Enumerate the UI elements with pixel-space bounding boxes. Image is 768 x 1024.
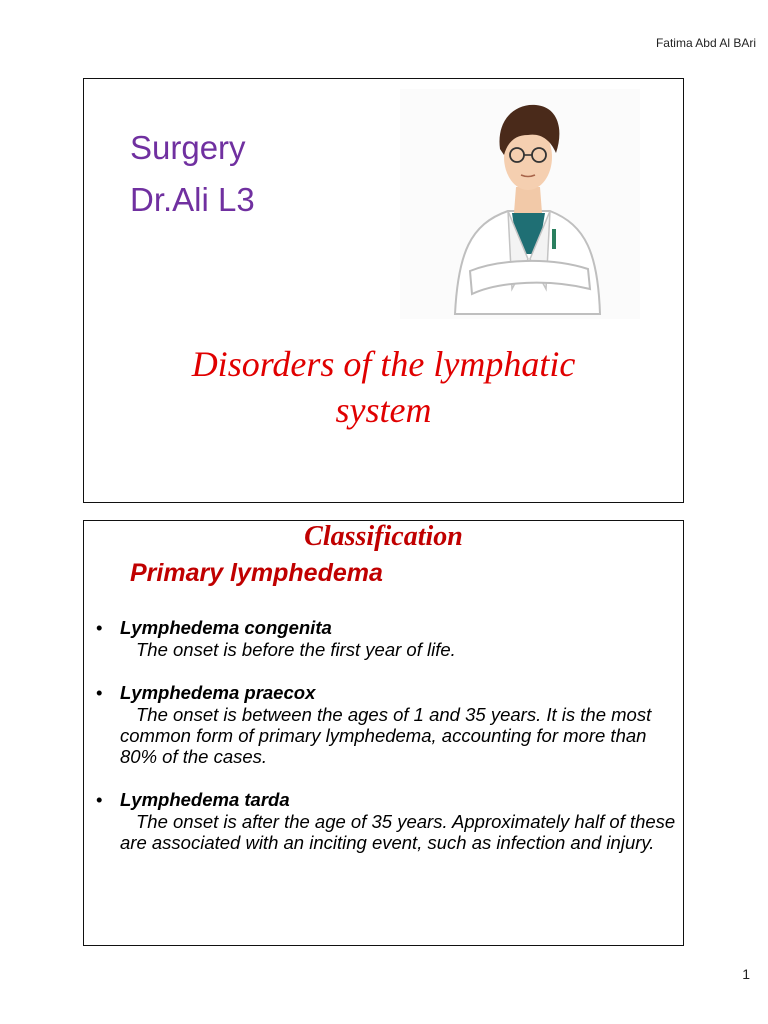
bullet-icon: • [96, 682, 103, 703]
item-text: The onset is between the ages of 1 and 35 years. It is the most common form of primary lymphedema, accounting for more than 80% of the cases. [120, 704, 652, 767]
page-number: 1 [742, 966, 750, 982]
bullet-icon: • [96, 617, 103, 638]
title-slide [83, 78, 684, 503]
lecture-title-line-2: system [335, 390, 432, 430]
doctor-illustration [400, 89, 640, 319]
list-item [96, 789, 676, 853]
bullet-icon: • [96, 789, 103, 810]
course-lecturer: Dr.Ali L3 [130, 181, 255, 218]
course-title: Surgery [130, 129, 246, 166]
item-title: Lymphedema congenita [120, 617, 332, 638]
lecture-title [84, 341, 683, 433]
list-item [96, 682, 676, 767]
item-text: The onset is before the first year of life. [136, 639, 456, 660]
item-title: Lymphedema tarda [120, 789, 290, 810]
classification-heading: Classification [304, 521, 463, 552]
item-text: The onset is after the age of 35 years. Approximately half of these are associated with an inciting event, such as infection and injury. [120, 811, 676, 853]
primary-lymphedema-heading: Primary lymphedema [130, 559, 383, 587]
classification-slide [83, 520, 684, 946]
author-name: Fatima Abd Al BAri [655, 36, 756, 50]
item-title: Lymphedema praecox [120, 682, 316, 703]
bullet-list [96, 617, 676, 875]
list-item [96, 617, 676, 660]
lecture-title-line-1: Disorders of the lymphatic [191, 344, 576, 384]
